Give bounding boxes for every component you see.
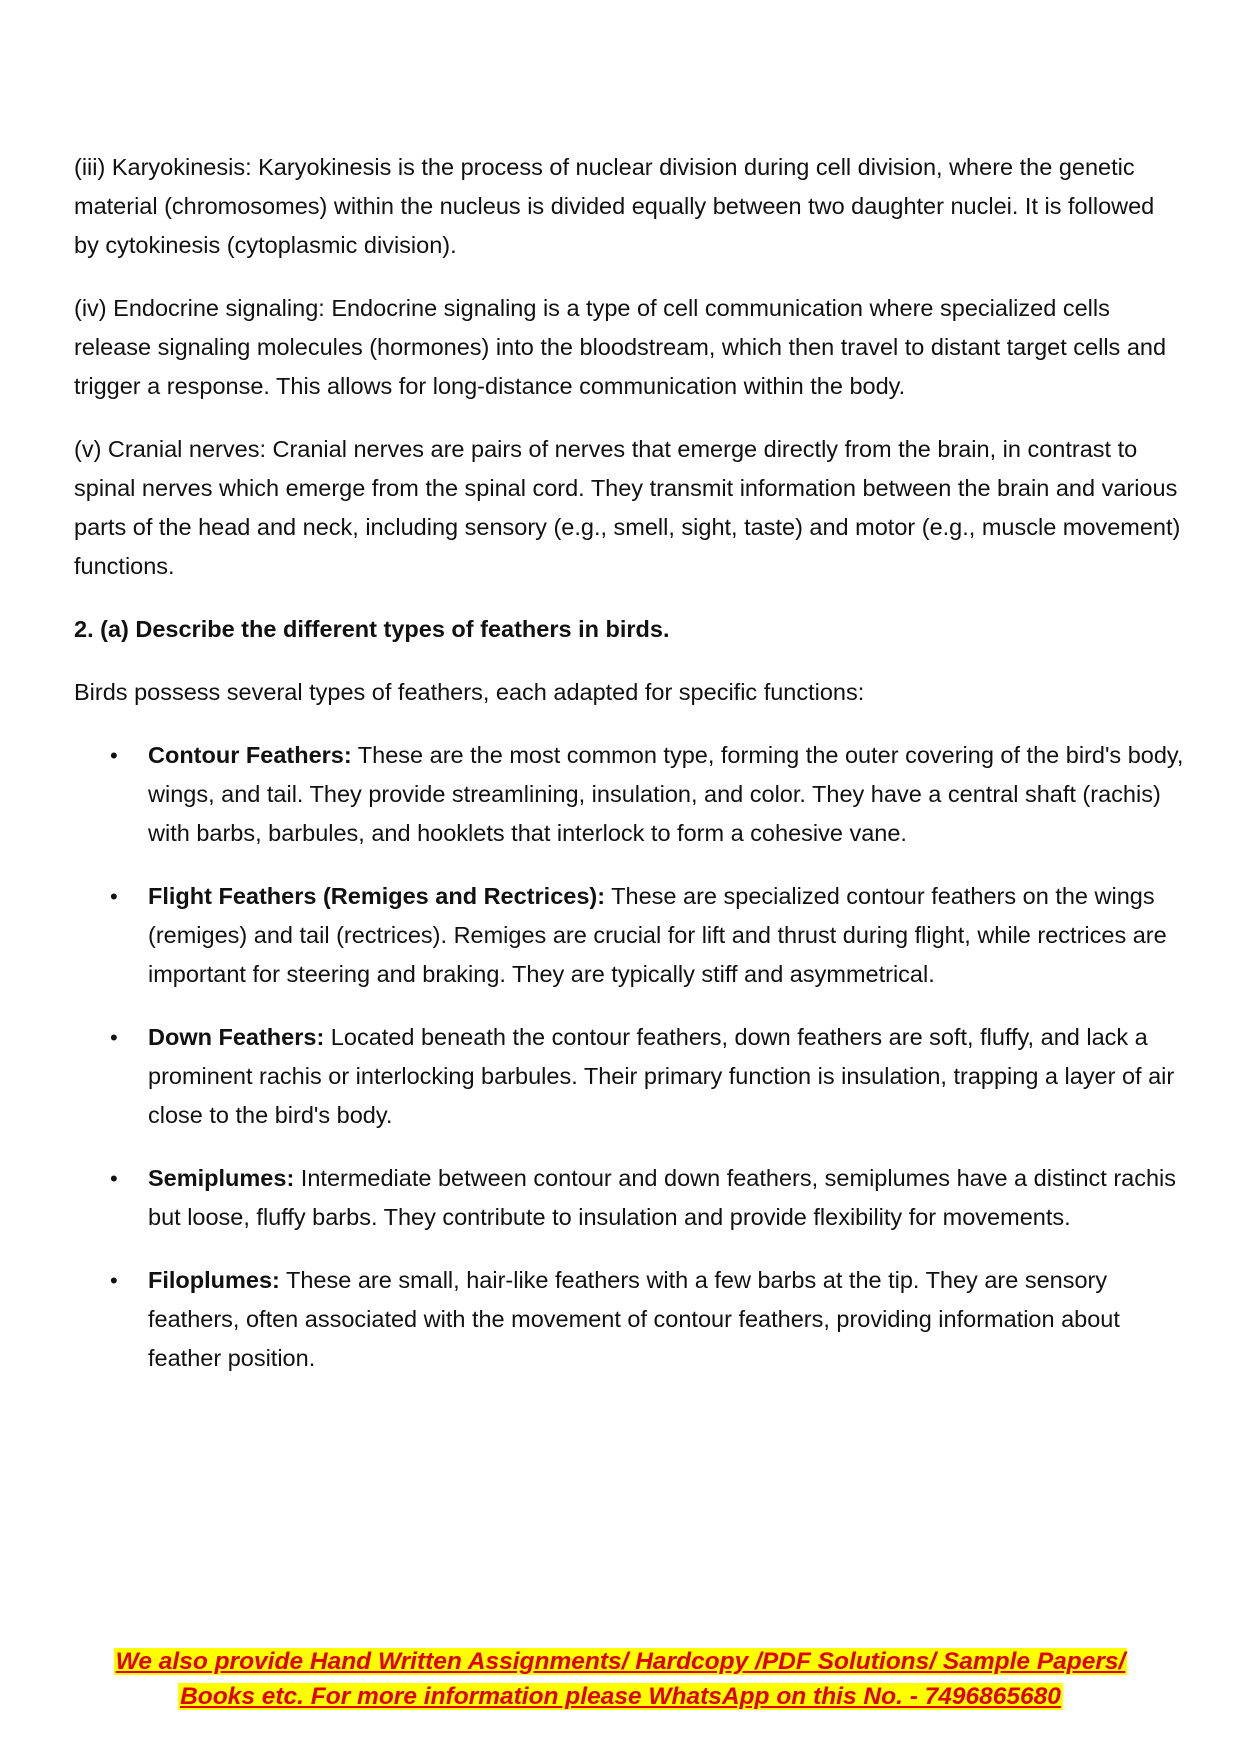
bullet-icon: • [110,884,118,909]
footer-line-2: Books etc. For more information please WhatsApp on this No. - 7496865680 [180,1683,1061,1710]
bullet-icon: • [110,1268,118,1293]
term-description: These are the most common type, forming the outer covering of the bird's body, wings, and tail. They provide streamlining, insulation, and color. They have a central shaft (rachis) with barbs, barbules, and hooklets that interlock to form a cohesive vane. [148,742,1184,846]
list-item-filoplumes [74,1261,1184,1378]
paragraph-cranial-nerves: (v) Cranial nerves: Cranial nerves are pairs of nerves that emerge directly from the brain, in contrast to spinal nerves which emerge from the spinal cord. They transmit information between the brain and various parts of the head and neck, including sensory (e.g., smell, sight, taste) and motor (e.g., muscle movement) functions. [74,436,1181,579]
term-label: Down Feathers: [148,1024,325,1050]
term-label: Flight Feathers (Remiges and Rectrices): [148,883,606,909]
term-label: Filoplumes: [148,1267,280,1293]
term-label: Semiplumes: [148,1165,295,1191]
term-description: These are small, hair-like feathers with a few barbs at the tip. They are sensory feathers, often associated with the movement of contour feathers, providing information about feather position. [148,1267,1120,1371]
list-item-contour-feathers [74,736,1184,853]
term-description: Intermediate between contour and down feathers, semiplumes have a distinct rachis but loose, fluffy barbs. They contribute to insulation and provide flexibility for movements. [148,1165,1177,1230]
footer-notice [0,1644,1241,1714]
question-heading: 2. (a) Describe the different types of feathers in birds. [74,616,670,642]
list-item-semiplumes [74,1159,1184,1237]
list-item-flight-feathers [74,877,1184,994]
bullet-icon: • [110,1166,118,1191]
bullet-icon: • [110,743,118,768]
feather-types-list [74,736,1184,1378]
bullet-icon: • [110,1025,118,1050]
term-label: Contour Feathers: [148,742,352,768]
list-item-down-feathers [74,1018,1184,1135]
question-intro: Birds possess several types of feathers, each adapted for specific functions: [74,679,865,705]
paragraph-endocrine-signaling: (iv) Endocrine signaling: Endocrine signaling is a type of cell communication where specialized cells release signaling molecules (hormones) into the bloodstream, which then travel to distant target cells and trigger a response. This allows for long-distance communication within the body. [74,295,1167,399]
term-description: Located beneath the contour feathers, down feathers are soft, fluffy, and lack a prominent rachis or interlocking barbules. Their primary function is insulation, trapping a layer of air close to the bird's body. [148,1024,1175,1128]
term-description: These are specialized contour feathers on the wings (remiges) and tail (rectrices). Remiges are crucial for lift and thrust during flight, while rectrices are important for steering and braking. They are typically stiff and asymmetrical. [148,883,1167,987]
paragraph-karyokinesis: (iii) Karyokinesis: Karyokinesis is the process of nuclear division during cell division, where the genetic material (chromosomes) within the nucleus is divided equally between two daughter nuclei. It is followed by cytokinesis (cytoplasmic division). [74,154,1155,258]
document-body [74,148,1184,1402]
footer-line-1: We also provide Hand Written Assignments/ Hardcopy /PDF Solutions/ Sample Papers/ [115,1648,1126,1675]
